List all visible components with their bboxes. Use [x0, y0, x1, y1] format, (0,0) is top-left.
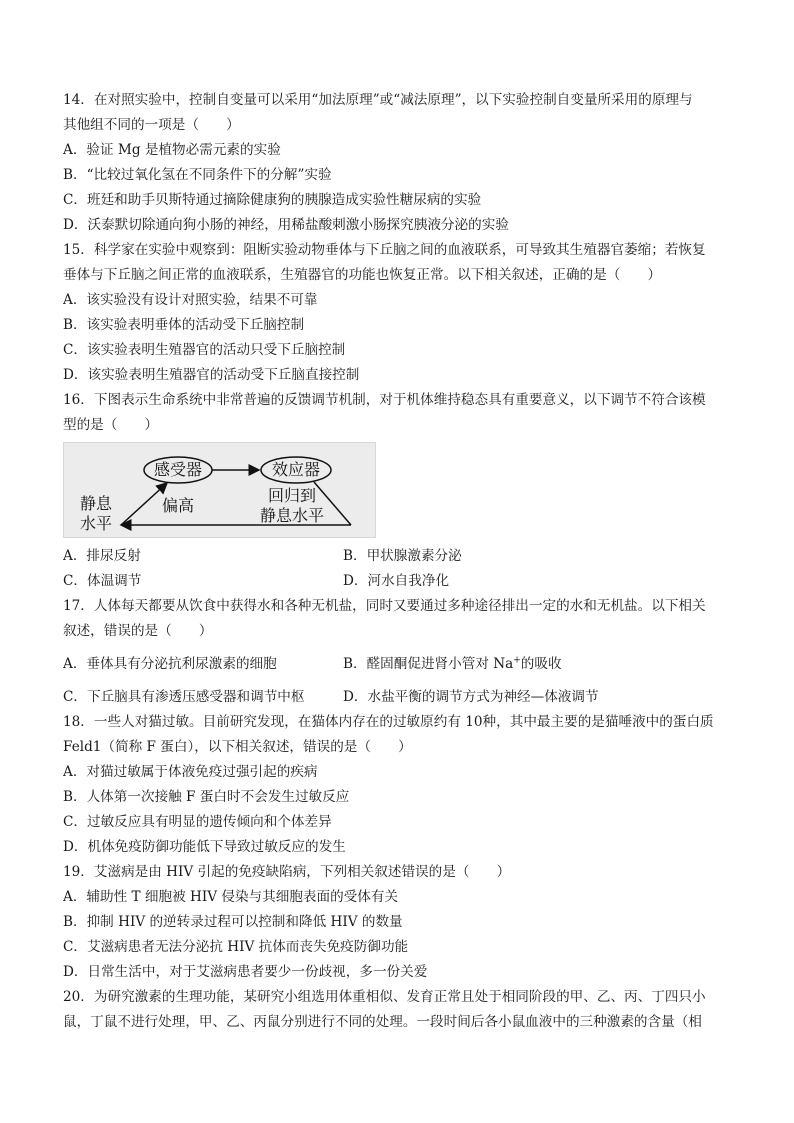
question-stem: 叙述，错误的是（ ）	[63, 623, 213, 639]
question-stem: 垂体与下丘脑之间正常的血液联系，生殖器官的功能也恢复正常。以下相关叙述，正确的是（ ）	[63, 267, 662, 283]
option-a: A．该实验没有设计对照实验，结果不可靠	[63, 292, 318, 308]
question-stem: Feld1（简称 F 蛋白），以下相关叙述，错误的是（ ）	[63, 739, 412, 755]
question-stem: 其他组不同的一项是（ ）	[63, 117, 240, 133]
question-stem: 20．为研究激素的生理功能，某研究小组选用体重相似、发育正常且处于相同阶段的甲、乙、丙、丁四只小	[63, 989, 706, 1005]
question-15	[63, 238, 733, 388]
option-d: D．河水自我净化	[343, 573, 450, 589]
question-14	[63, 88, 733, 238]
question-17	[63, 594, 733, 710]
option-row	[63, 569, 733, 594]
question-stem: 19．艾滋病是由 HIV 引起的免疫缺陷病，下列相关叙述错误的是（ ）	[63, 864, 511, 880]
option-row	[63, 544, 733, 569]
option-b: B．该实验表明垂体的活动受下丘脑控制	[63, 317, 305, 333]
option-d: D．沃泰默切除通向狗小肠的神经，用稀盐酸刺激小肠探究胰液分泌的实验	[63, 217, 509, 233]
option-d: D．机体免疫防御功能低下导致过敏反应的发生	[63, 839, 346, 855]
option-row	[63, 652, 733, 677]
option-a: A．辅助性 T 细胞被 HIV 侵染与其细胞表面的受体有关	[63, 889, 399, 905]
option-a: A．垂体具有分泌抗利尿激素的细胞	[63, 656, 277, 672]
feedback-diagram	[63, 442, 376, 538]
question-16	[63, 388, 733, 594]
return-label-2: 静息水平	[259, 506, 324, 525]
question-18	[63, 710, 733, 860]
question-stem: 型的是（ ）	[63, 417, 159, 433]
question-stem: 鼠，丁鼠不进行处理，甲、乙、丙鼠分别进行不同的处理。一段时间后各小鼠血液中的三种激素的含量（相	[63, 1014, 702, 1030]
option-d: D．该实验表明生殖器官的活动受下丘脑直接控制	[63, 367, 360, 383]
option-c: C．下丘脑具有渗透压感受器和调节中枢	[63, 689, 305, 705]
option-a: A．对猫过敏属于体液免疫过强引起的疾病	[63, 764, 318, 780]
effector-label: 效应器	[271, 460, 320, 479]
option-b: B．醛固酮促进肾小管对 Na+的吸收	[343, 655, 562, 672]
option-d: D．水盐平衡的调节方式为神经—体液调节	[343, 689, 599, 705]
option-c: C．艾滋病患者无法分泌抗 HIV 抗体而丧失免疫防御功能	[63, 939, 409, 955]
option-c: C．过敏反应具有明显的遗传倾向和个体差异	[63, 814, 332, 830]
high-label: 偏高	[161, 496, 194, 515]
option-b: B．抑制 HIV 的逆转录过程可以控制和降低 HIV 的数量	[63, 914, 403, 930]
option-b: B．“比较过氧化氢在不同条件下的分解”实验	[63, 167, 332, 183]
option-c: C．体温调节	[63, 573, 142, 589]
question-stem: 17．人体每天都要从饮食中获得水和各种无机盐，同时又要通过多种途径排出一定的水和无机盐。以下相关	[63, 598, 706, 614]
option-a: A．验证 Mg 是植物必需元素的实验	[63, 142, 281, 158]
option-a: A．排尿反射	[63, 548, 141, 564]
question-stem: 16．下图表示生命系统中非常普遍的反馈调节机制，对于机体维持稳态具有重要意义，以下调节不符合该模	[63, 392, 706, 408]
question-20	[63, 985, 733, 1035]
option-d: D．日常生活中，对于艾滋病患者要少一份歧视，多一份关爱	[63, 964, 428, 980]
question-stem: 15．科学家在实验中观察到：阻断实验动物垂体与下丘脑之间的血液联系，可导致其生殖器官萎缩；若恢复	[63, 242, 706, 258]
question-stem: 18．一些人对猫过敏。目前研究发现，在猫体内存在的过敏原约有 10种，其中最主要的是猫唾液中的蛋白质	[63, 714, 714, 730]
option-c: C．该实验表明生殖器官的活动只受下丘脑控制	[63, 342, 346, 358]
exam-page	[63, 88, 733, 1035]
rest-label-2: 水平	[79, 514, 112, 533]
question-stem: 14．在对照实验中，控制自变量可以采用“加法原理”或“减法原理”，以下实验控制自变量所采用的原理与	[63, 92, 693, 108]
question-19	[63, 860, 733, 985]
rest-label-1: 静息	[79, 494, 112, 513]
option-row	[63, 685, 733, 710]
option-c: C．班廷和助手贝斯特通过摘除健康狗的胰腺造成实验性糖尿病的实验	[63, 192, 482, 208]
option-b: B．人体第一次接触 F 蛋白时不会发生过敏反应	[63, 789, 350, 805]
receptor-label: 感受器	[153, 460, 202, 479]
option-b: B．甲状腺激素分泌	[343, 548, 462, 564]
return-label-1: 回归到	[267, 486, 316, 505]
